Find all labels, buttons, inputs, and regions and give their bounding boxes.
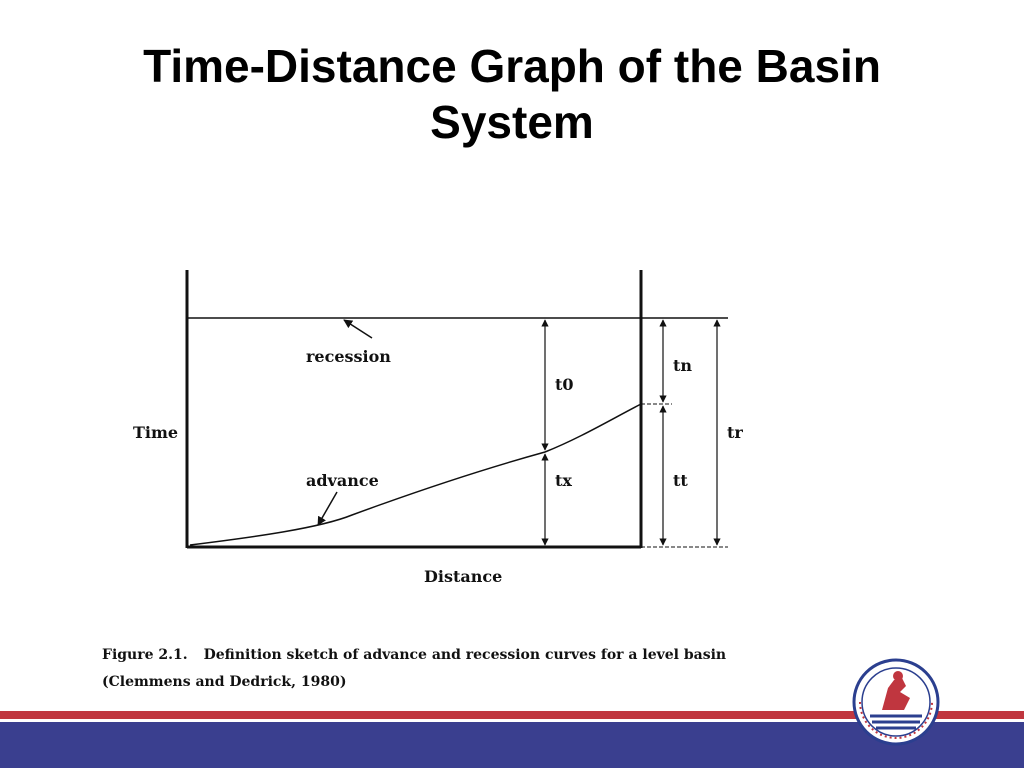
time-axis-label: Time: [133, 423, 179, 442]
recession-label: recession: [306, 347, 391, 366]
caption-text: Definition sketch of advance and recession curves for a level basin: [203, 647, 727, 663]
university-seal-icon: [852, 658, 940, 746]
tx-label: tx: [555, 471, 572, 490]
distance-axis-label: Distance: [424, 567, 503, 586]
figure-caption: [102, 642, 762, 696]
tn-label: tn: [673, 356, 693, 375]
advance-label: advance: [306, 471, 379, 490]
recession-pointer-arrow: [344, 320, 372, 338]
slide-title: Time-Distance Graph of the Basin System: [143, 40, 881, 148]
caption-citation: (Clemmens and Dedrick, 1980): [102, 674, 347, 690]
advance-pointer-arrow: [318, 492, 337, 525]
caption-line-1: [102, 642, 762, 669]
advance-curve: [190, 404, 641, 545]
figure-number: Figure 2.1.: [102, 647, 188, 663]
tt-label: tt: [673, 471, 688, 490]
t0-label: t0: [555, 375, 574, 394]
tr-label: tr: [727, 423, 743, 442]
